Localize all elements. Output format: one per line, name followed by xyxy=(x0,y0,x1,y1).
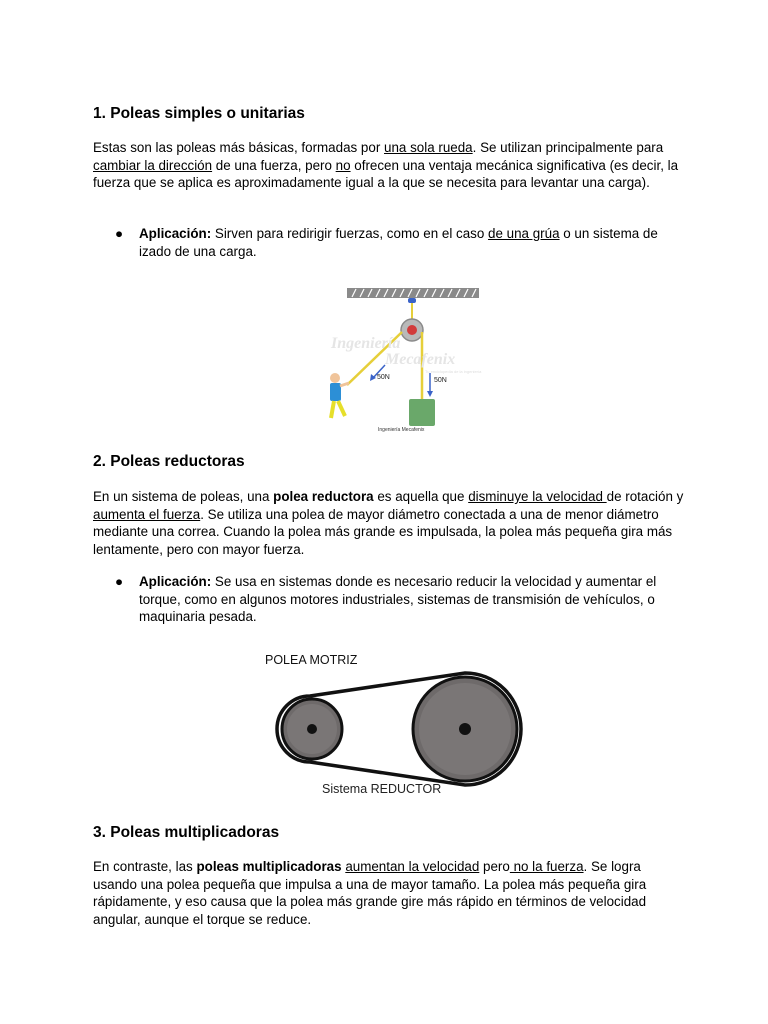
watermark-title: Ingeniería xyxy=(331,335,401,352)
figure-2-title: POLEA MOTRIZ xyxy=(265,653,358,667)
underline-no: no xyxy=(335,157,351,173)
large-pulley-axle xyxy=(459,723,471,735)
section-2-heading: 2. Poleas reductoras xyxy=(93,453,245,470)
underline-una-sola-rueda: una sola rueda xyxy=(384,140,473,155)
small-pulley-axle xyxy=(307,724,317,734)
bold-polea-reductora: polea reductora xyxy=(273,489,374,504)
pulley-center xyxy=(407,325,417,335)
simple-pulley-figure xyxy=(325,280,505,435)
load-box xyxy=(409,399,435,426)
bullet-dot: ● xyxy=(115,226,124,241)
underline-no-la-fuerza: no la fuerza xyxy=(509,859,584,874)
bullet-label: Aplicación: xyxy=(139,574,212,589)
underline-disminuye-velocidad: disminuye la velocidad xyxy=(468,489,607,504)
force-label-right: 50N xyxy=(434,377,447,384)
section-2-paragraph: En un sistema de poleas, una polea reductora es aquella que disminuye la velocidad de rotación y aumenta el fuerza. Se utiliza una polea de mayor diámetro conectada a una de menor diámetro mediante una correa. Cuando la polea más grande es impulsada, la polea más pequeña gira más lentamente, pero con mayor fuerza. xyxy=(93,489,684,557)
person-pulling xyxy=(330,373,349,418)
bullet-label: Aplicación: xyxy=(139,226,212,241)
section-1-heading: 1. Poleas simples o unitarias xyxy=(93,105,305,122)
document-page: 1. Poleas simples o unitarias Estas son las poleas más básicas, formadas por una sola rueda. Se utilizan principalmente para cambiar la dirección de una fuerza, pero no ofrecen una ventaja mecánica significativa (es decir, la fuerza que se aplica es aproximadamente igual a la que se necesita para levantar una carga). ● Aplicación: Sirven para redirigir fuerzas, como en el caso de una grúa o un sistema de izado de una carga. Ingeniería Mecafenix Tu enciclopedia de la ingeniería 50N 50N Ingeniería Mecafenix 2. Poleas reductoras En un sistema de poleas, una polea reductora es aquella que disminuye la velocidad de rotación y aumenta el fuerza. Se utiliza una polea de mayor diámetro conectada a una de menor diámetro mediante una correa. Cuando la polea más grande es impulsada, la polea más pequeña gira más lentamente, pero con mayor fuerza. ● Aplicación: Se usa en sistemas donde es necesario reducir la velocidad y aumentar el torque, como en algunos motores industriales, sistemas de transmisión de vehículos, o maquinaria pesada. POLEA MOTRIZ Sistema REDUCTOR 3. Poleas multiplicadoras En contraste, las poleas multiplicadoras aumentan la velocidad pero no la fuerza. Se logra usando una polea pequeña que impulsa a una de mayor tamaño. La polea más pequeña gira rápidamente, y eso causa que la polea más grande gire más rápido en términos de velocidad angular, aunque el torque se reduce. xyxy=(93,105,684,927)
hanger-mount xyxy=(408,298,416,303)
watermark-subtitle: Mecafenix xyxy=(385,351,456,368)
force-arrowhead-right xyxy=(427,391,433,397)
reducer-pulley-figure xyxy=(258,645,538,800)
section-3-paragraph: En contraste, las poleas multiplicadoras aumentan la velocidad pero no la fuerza. Se logra usando una polea pequeña que impulsa a una de mayor tamaño. La polea más pequeña gira rápidamente, y eso causa que la polea más grande gire más rápido en términos de velocidad angular, aunque el torque se reduce. xyxy=(93,859,647,927)
figure-1-caption: Ingeniería Mecafenix xyxy=(378,427,425,433)
force-label-left: 50N xyxy=(377,374,390,381)
underline-aumentan-velocidad: aumentan la velocidad xyxy=(345,859,480,874)
figure-2-caption: Sistema REDUCTOR xyxy=(322,782,442,796)
bullet-dot: ● xyxy=(115,574,124,589)
watermark-tagline: Tu enciclopedia de la ingeniería xyxy=(425,369,482,374)
section-1-paragraph: Estas son las poleas más básicas, formadas por una sola rueda. Se utilizan principalmente para cambiar la dirección de una fuerza, pero no ofrecen una ventaja mecánica significativa (es decir, la fuerza que se aplica es aproximadamente igual a la que se necesita para levantar una carga). xyxy=(93,140,679,191)
underline-cambiar-direccion: cambiar la dirección xyxy=(93,157,213,173)
underline-aumenta-fuerza: aumenta el fuerza xyxy=(93,506,201,522)
underline-de-una-grua: de una grúa xyxy=(488,226,560,241)
section-3-heading: 3. Poleas multiplicadoras xyxy=(93,824,280,841)
bold-poleas-multiplicadoras: poleas multiplicadoras xyxy=(196,859,342,874)
